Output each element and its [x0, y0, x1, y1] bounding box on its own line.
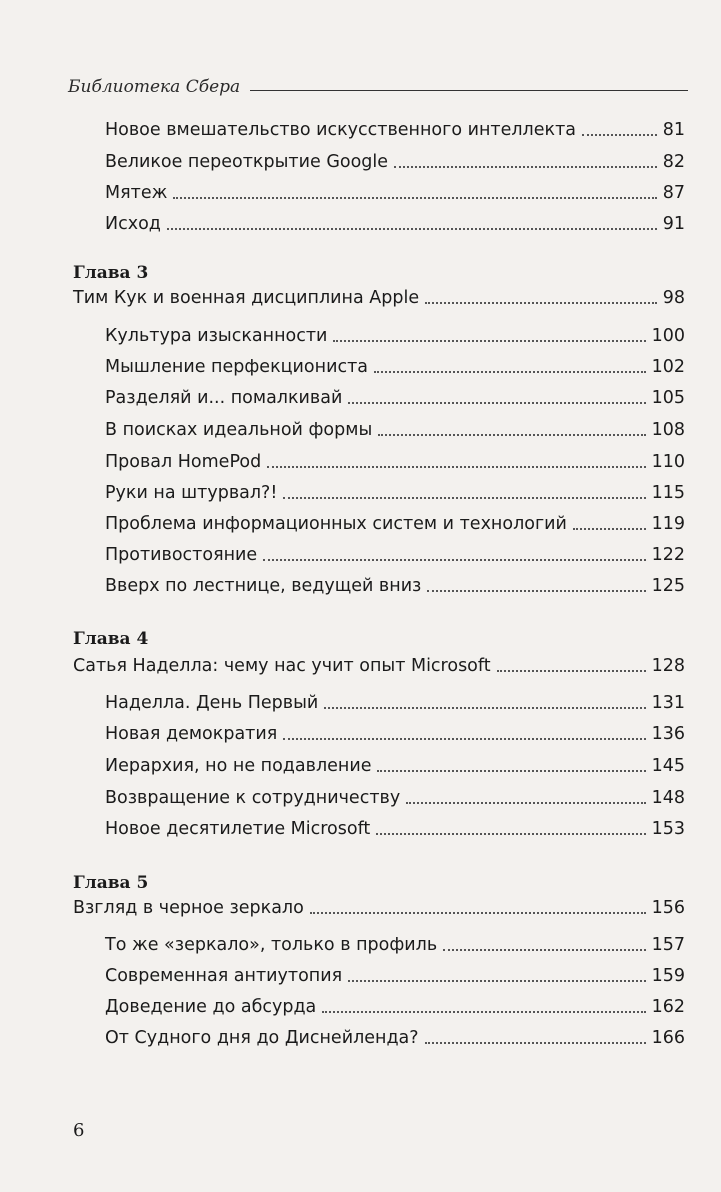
toc-leader [376, 833, 645, 835]
toc-entry-page: 119 [651, 514, 685, 534]
toc-entry[interactable] [105, 574, 685, 598]
toc-entry[interactable] [105, 722, 685, 746]
toc-entry-page: 157 [651, 935, 685, 955]
toc-entry-page: 166 [651, 1028, 685, 1048]
toc-entry[interactable] [105, 212, 685, 236]
toc-entry-page: 102 [651, 357, 685, 377]
toc-leader [263, 559, 645, 561]
toc-entry-title: Великое переоткрытие Google [105, 152, 389, 172]
page-number: 6 [73, 1120, 85, 1141]
toc-entry-title: Противостояние [105, 545, 258, 565]
toc-entry-page: 153 [651, 819, 685, 839]
toc-entry-page: 87 [662, 183, 685, 203]
toc-entry-title: Доведение до абсурда [105, 997, 317, 1017]
chapter-title-entry[interactable] [73, 654, 685, 678]
toc-entry[interactable] [105, 1026, 685, 1050]
toc-entry[interactable] [105, 933, 685, 957]
toc-entry[interactable] [105, 481, 685, 505]
toc-leader [427, 590, 645, 592]
toc-entry-page: 100 [651, 326, 685, 346]
chapter-title-entry[interactable] [73, 286, 685, 310]
toc-entry-title: Культура изысканности [105, 326, 328, 346]
toc-entry[interactable] [105, 118, 685, 142]
chapter-label: Глава 4 [73, 629, 149, 649]
toc-entry-page: 162 [651, 997, 685, 1017]
toc-entry-title: Новое вмешательство искусственного интеллекта [105, 120, 576, 140]
chapter-title: Тим Кук и военная дисциплина Apple [73, 288, 420, 308]
toc-leader [406, 802, 645, 804]
toc-entry-title: В поисках идеальной формы [105, 420, 373, 440]
toc-entry-page: 91 [662, 214, 685, 234]
chapter-label: Глава 5 [73, 873, 149, 893]
toc-entry-title: Мятеж [105, 183, 168, 203]
toc-entry-page: 105 [651, 388, 685, 408]
toc-entry-page: 159 [651, 966, 685, 986]
toc-entry-title: Иерархия, но не подавление [105, 756, 372, 776]
toc-entry[interactable] [105, 543, 685, 567]
chapter-label: Глава 3 [73, 263, 149, 283]
toc-entry-title: Мышление перфекциониста [105, 357, 368, 377]
toc-entry[interactable] [105, 995, 685, 1019]
toc-entry-title: Проблема информационных систем и технологий [105, 514, 567, 534]
chapter-page: 98 [662, 288, 685, 308]
toc-leader [443, 949, 645, 951]
toc-entry[interactable] [105, 512, 685, 536]
chapter-title: Сатья Наделла: чему нас учит опыт Microsoft [73, 656, 491, 676]
toc-leader [173, 197, 656, 199]
toc-leader [394, 166, 657, 168]
chapter-page: 156 [651, 898, 685, 918]
toc-entry-title: Современная антиутопия [105, 966, 343, 986]
toc-entry[interactable] [105, 450, 685, 474]
toc-entry-page: 136 [651, 724, 685, 744]
toc-leader [283, 497, 645, 499]
toc-entry[interactable] [105, 181, 685, 205]
toc-entry-page: 145 [651, 756, 685, 776]
toc-leader [497, 670, 646, 672]
toc-entry[interactable] [105, 786, 685, 810]
toc-entry-page: 115 [651, 483, 685, 503]
toc-leader [310, 912, 646, 914]
toc-entry[interactable] [105, 355, 685, 379]
toc-entry-title: Новое десятилетие Microsoft [105, 819, 371, 839]
header-rule [250, 90, 688, 91]
toc-entry[interactable] [105, 691, 685, 715]
toc-entry[interactable] [105, 817, 685, 841]
running-header-title: Библиотека Сбера [68, 77, 241, 97]
toc-leader [324, 707, 645, 709]
toc-leader [322, 1011, 645, 1013]
toc-entry-page: 122 [651, 545, 685, 565]
toc-entry[interactable] [105, 418, 685, 442]
toc-entry-page: 148 [651, 788, 685, 808]
toc-entry-page: 81 [662, 120, 685, 140]
toc-entry-title: Наделла. День Первый [105, 693, 319, 713]
toc-entry-page: 82 [662, 152, 685, 172]
running-header [68, 72, 688, 102]
toc-leader [267, 466, 645, 468]
toc-entry-page: 108 [651, 420, 685, 440]
toc-entry-title: От Судного дня до Диснейленда? [105, 1028, 419, 1048]
toc-leader [348, 402, 645, 404]
toc-entry-title: Провал HomePod [105, 452, 262, 472]
toc-entry-title: Возвращение к сотрудничеству [105, 788, 401, 808]
toc-entry-title: Руки на штурвал?! [105, 483, 278, 503]
toc-entry-title: Новая демократия [105, 724, 278, 744]
toc-entry-title: То же «зеркало», только в профиль [105, 935, 438, 955]
toc-leader [374, 371, 646, 373]
chapter-title: Взгляд в черное зеркало [73, 898, 304, 918]
chapter-title-entry[interactable] [73, 896, 685, 920]
toc-leader [333, 340, 645, 342]
toc-entry-page: 131 [651, 693, 685, 713]
toc-entry-title: Разделяй и... помалкивай [105, 388, 343, 408]
toc-entry[interactable] [105, 386, 685, 410]
toc-entry-title: Исход [105, 214, 161, 234]
toc-leader [582, 134, 657, 136]
toc-entry-page: 110 [651, 452, 685, 472]
toc-leader [348, 980, 645, 982]
toc-entry[interactable] [105, 150, 685, 174]
toc-entry-page: 125 [651, 576, 685, 596]
toc-entry[interactable] [105, 754, 685, 778]
toc-entry-title: Вверх по лестнице, ведущей вниз [105, 576, 422, 596]
toc-leader [573, 528, 646, 530]
toc-leader [425, 1042, 646, 1044]
toc-leader [377, 770, 645, 772]
toc-leader [425, 302, 657, 304]
toc-leader [167, 228, 657, 230]
chapter-page: 128 [651, 656, 685, 676]
toc-leader [378, 434, 645, 436]
toc-entry[interactable] [105, 964, 685, 988]
toc-leader [283, 738, 645, 740]
toc-entry[interactable] [105, 324, 685, 348]
